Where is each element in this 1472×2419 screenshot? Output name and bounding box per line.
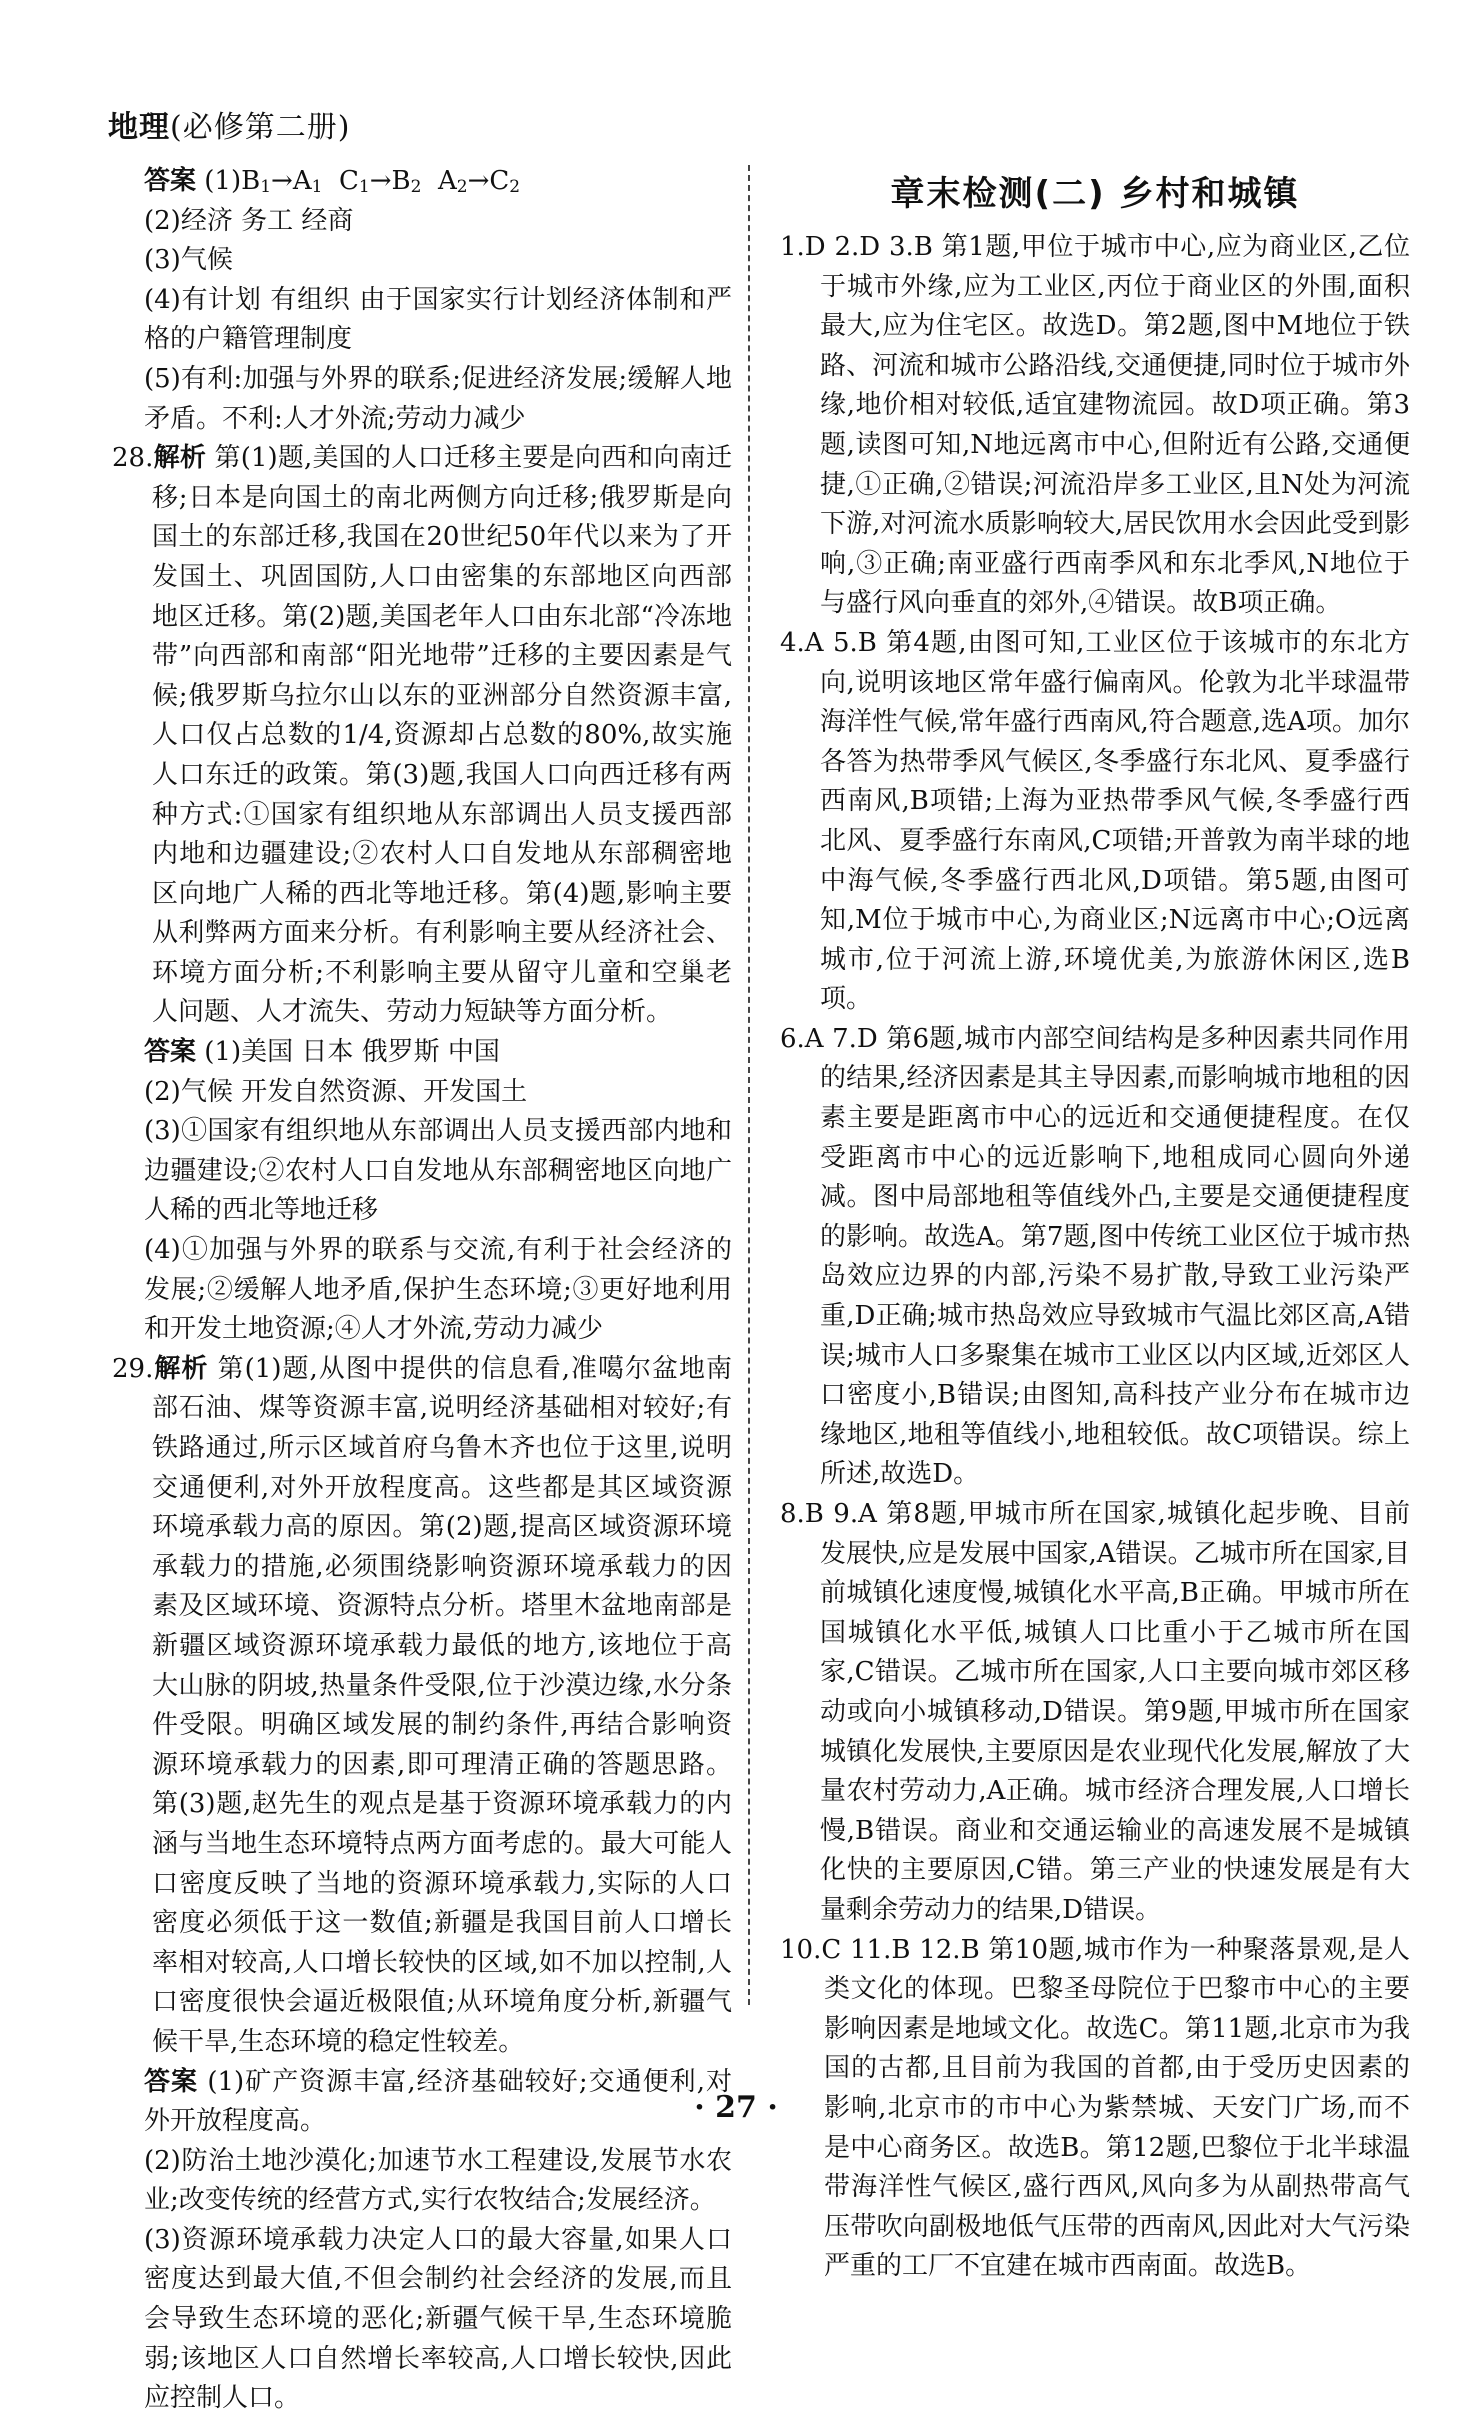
q28-answer-1-text: (1)美国 日本 俄罗斯 中国 bbox=[204, 1037, 500, 1068]
subscript: 2 bbox=[456, 177, 468, 197]
answer-fragment: (1)B bbox=[204, 166, 261, 196]
q28-answer-line-3: (3)①国家有组织地从东部调出人员支援西部内地和边疆建设;②农村人口自发地从东部稠密地区向地广人稀的西北等地迁移 bbox=[144, 1116, 732, 1226]
page-number: · 27 · bbox=[694, 2090, 778, 2125]
q27-answer-line-2: (2)经济 务工 经商 bbox=[144, 205, 354, 236]
q29-analysis-text: 第(1)题,从图中提供的信息看,准噶尔盆地南部石油、煤等资源丰富,说明经济基础相对较好;有铁路通过,所示区域首府乌鲁木齐也位于这里,说明交通便利,对外开放程度高。这些都是其区域资源环境承载力高的原因。第(2)题,提高区域资源环境承载力的措施,必须围绕影响资源环境承载力的因素及区域环境、资源特点分析。塔里木盆地南部是新疆区域资源环境承载力最低的地方,该地位于高大山脉的阴坡,热量条件受限,位于沙漠边缘,水分条件受限。明确区域发展的制约条件,再结合影响资源环境承载力的因素,即可理清正确的答题思路。第(3)题,赵先生的观点是基于资源环境承载力的内涵与当地生态环境特点两方面考虑的。最大可能人口密度反映了当地的资源环境承载力,实际的人口密度必须低于这一数值;新疆是我国目前人口增长率相对较高,人口增长较快的区域,如不加以控制,人口密度很快会逼近极限值;从环境角度分析,新疆气候干旱,生态环境的稳定性较差。 bbox=[152, 1353, 732, 2057]
q29-answer-1-text: (1)矿产资源丰富,经济基础较好;交通便利,对外开放程度高。 bbox=[144, 2066, 732, 2137]
answer-fragment: A bbox=[421, 166, 457, 196]
answer-fragment: →B bbox=[369, 166, 411, 196]
q28-number: 28. bbox=[112, 443, 154, 474]
q27-answer-line-4: (4)有计划 有组织 由于国家实行计划经济体制和严格的户籍管理制度 bbox=[144, 284, 732, 355]
subscript: 1 bbox=[311, 177, 323, 197]
answer-label: 答案 bbox=[144, 166, 197, 196]
left-column bbox=[112, 162, 732, 2419]
answers-8-9: 8.B 9.A 第8题,甲城市所在国家,城镇化起步晚、目前发展快,应是发展中国家,A错误。乙城市所在国家,目前城镇化速度慢,城镇化水平高,B正确。甲城市所在国城镇化水平低,城镇人口比重小于乙城市所在国家,C错误。乙城市所在国家,人口主要向城市郊区移动或向小城镇移动,D错误。第9题,甲城市所在国家城镇化发展快,主要原因是农业现代化发展,解放了大量农村劳动力,A正确。城市经济合理发展,人口增长慢,B错误。商业和交通运输业的高速发展不是城镇化快的主要原因,C错。第三产业的快速发展是有大量剩余劳动力的结果,D错误。 bbox=[780, 1499, 1410, 1925]
answers-10-12: 10.C 11.B 12.B 第10题,城市作为一种聚落景观,是人类文化的体现。巴黎圣母院位于巴黎市中心的主要影响因素是地域文化。故选C。第11题,北京市为我国的古都,且目前为我国的首都,由于受历史因素的影响,北京市的市中心为紫禁城、天安门广场,而不是中心商务区。故选B。第12题,巴黎位于北半球温带海洋性气候区,盛行西风,风向多为从副热带高气压带吹向副极地低气压带的西南风,因此对大气污染严重的工厂不宜建在城市西南面。故选B。 bbox=[780, 1934, 1410, 2282]
q28-analysis bbox=[112, 439, 732, 1033]
q28-answer-line-1 bbox=[112, 1033, 732, 1073]
answer-fragment: C bbox=[322, 166, 359, 196]
book-title: (必修第二册) bbox=[170, 110, 351, 145]
subscript: 1 bbox=[358, 177, 370, 197]
q28-answer-line-4: (4)①加强与外界的联系与交流,有利于社会经济的发展;②缓解人地矛盾,保护生态环境;③更好地利用和开发土地资源;④人才外流,劳动力减少 bbox=[144, 1235, 732, 1345]
subject-title: 地理 bbox=[108, 110, 170, 145]
q27-answer-line-5: (5)有利:加强与外界的联系;促进经济发展;缓解人地矛盾。不利:人才外流;劳动力减少 bbox=[144, 363, 732, 434]
subscript: 2 bbox=[410, 177, 422, 197]
answer-label: 答案 bbox=[144, 2066, 199, 2097]
answers-1-3: 1.D 2.D 3.B 第1题,甲位于城市中心,应为商业区,乙位于城市外缘,应为工业区,丙位于商业区的外围,面积最大,应为住宅区。故选D。第2题,图中M地位于铁路、河流和城市公路沿线,交通便捷,同时位于城市外缘,地价相对较低,适宜建物流园。故D项正确。第3题,读图可知,N地远离市中心,但附近有公路,交通便捷,①正确,②错误;河流沿岸多工业区,且N处为河流下游,对河流水质影响较大,居民饮用水会因此受到影响,③正确;南亚盛行西南季风和东北季风,N地位于与盛行风向垂直的郊外,④错误。故B项正确。 bbox=[780, 232, 1410, 619]
page-header bbox=[108, 102, 350, 146]
answer-label: 答案 bbox=[144, 1037, 197, 1068]
analysis-label: 解析 bbox=[153, 1353, 209, 1384]
q28-analysis-text: 第(1)题,美国的人口迁移主要是向西和向南迁移;日本是向国土的南北两侧方向迁移;俄罗斯是向国土的东部迁移,我国在20世纪50年代以来为了开发国土、巩固国防,人口由密集的东部地区向西部地区迁移。第(2)题,美国老年人口由东北部“冷冻地带”向西部和南部“阳光地带”迁移的主要因素是气候;俄罗斯乌拉尔山以东的亚洲部分自然资源丰富,人口仅占总数的1/4,资源却占总数的80%,故实施人口东迁的政策。第(3)题,我国人口向西迁移有两种方式:①国家有组织地从东部调出人员支援西部内地和边疆建设;②农村人口自发地从东部稠密地区向地广人稀的西北等地迁移。第(4)题,影响主要从利弊两方面来分析。有利影响主要从经济社会、环境方面分析;不利影响主要从留守儿童和空巢老人问题、人才流失、劳动力短缺等方面分析。 bbox=[152, 443, 732, 1028]
q29-answer-line-3: (3)资源环境承载力决定人口的最大容量,如果人口密度达到最大值,不但会制约社会经济的发展,而且会导致生态环境的恶化;新疆气候干旱,生态环境脆弱;该地区人口自然增长率较高,人口增长较快,因此应控制人口。 bbox=[144, 2224, 732, 2414]
subscript: 1 bbox=[260, 177, 272, 197]
q27-answer-line-1 bbox=[112, 162, 732, 202]
q27-answer-line-3: (3)气候 bbox=[144, 245, 233, 276]
analysis-label: 解析 bbox=[153, 443, 207, 474]
q29-analysis bbox=[112, 1350, 732, 2063]
answer-fragment: →A bbox=[271, 166, 312, 196]
answers-4-5: 4.A 5.B 第4题,由图可知,工业区位于该城市的东北方向,说明该地区常年盛行偏南风。伦敦为北半球温带海洋性气候,常年盛行西南风,符合题意,选A项。加尔各答为热带季风气候区,冬季盛行东北风、夏季盛行西南风,B项错;上海为亚热带季风气候,冬季盛行西北风、夏季盛行东南风,C项错;开普敦为南半球的地中海气候,冬季盛行西北风,D项错。第5题,由图可知,M位于城市中心,为商业区;N远离市中心;O远离城市,位于河流上游,环境优美,为旅游休闲区,选B项。 bbox=[780, 627, 1410, 1015]
q28-answer-line-2: (2)气候 开发自然资源、开发国土 bbox=[144, 1076, 528, 1107]
right-column bbox=[780, 170, 1410, 2287]
answers-6-7: 6.A 7.D 第6题,城市内部空间结构是多种因素共同作用的结果,经济因素是其主导因素,而影响城市地租的因素主要是距离市中心的远近和交通便捷程度。在仅受距离市中心的远近影响下,地租成同心圆向外递减。图中局部地租等值线外凸,主要是交通便捷程度的影响。故选A。第7题,图中传统工业区位于城市热岛效应边界的内部,污染不易扩散,导致工业污染严重,D正确;城市热岛效应导致城市气温比郊区高,A错误;城市人口多聚集在城市工业区以内区域,近郊区人口密度小,B错误;由图知,高科技产业分布在城市边缘地区,地租等值线小,地租较低。故C项错误。综上所述,故选D。 bbox=[780, 1023, 1410, 1490]
q27-answer-1-text bbox=[204, 166, 520, 196]
subscript: 2 bbox=[509, 177, 521, 197]
column-divider bbox=[748, 165, 750, 2005]
answer-fragment: →C bbox=[467, 166, 510, 196]
q29-answer-line-2: (2)防治土地沙漠化;加速节水工程建设,发展节水农业;改变传统的经营方式,实行农牧结合;发展经济。 bbox=[144, 2145, 732, 2216]
q29-number: 29. bbox=[112, 1353, 154, 1384]
chapter-test-title: 章末检测(二) 乡村和城镇 bbox=[890, 174, 1300, 214]
